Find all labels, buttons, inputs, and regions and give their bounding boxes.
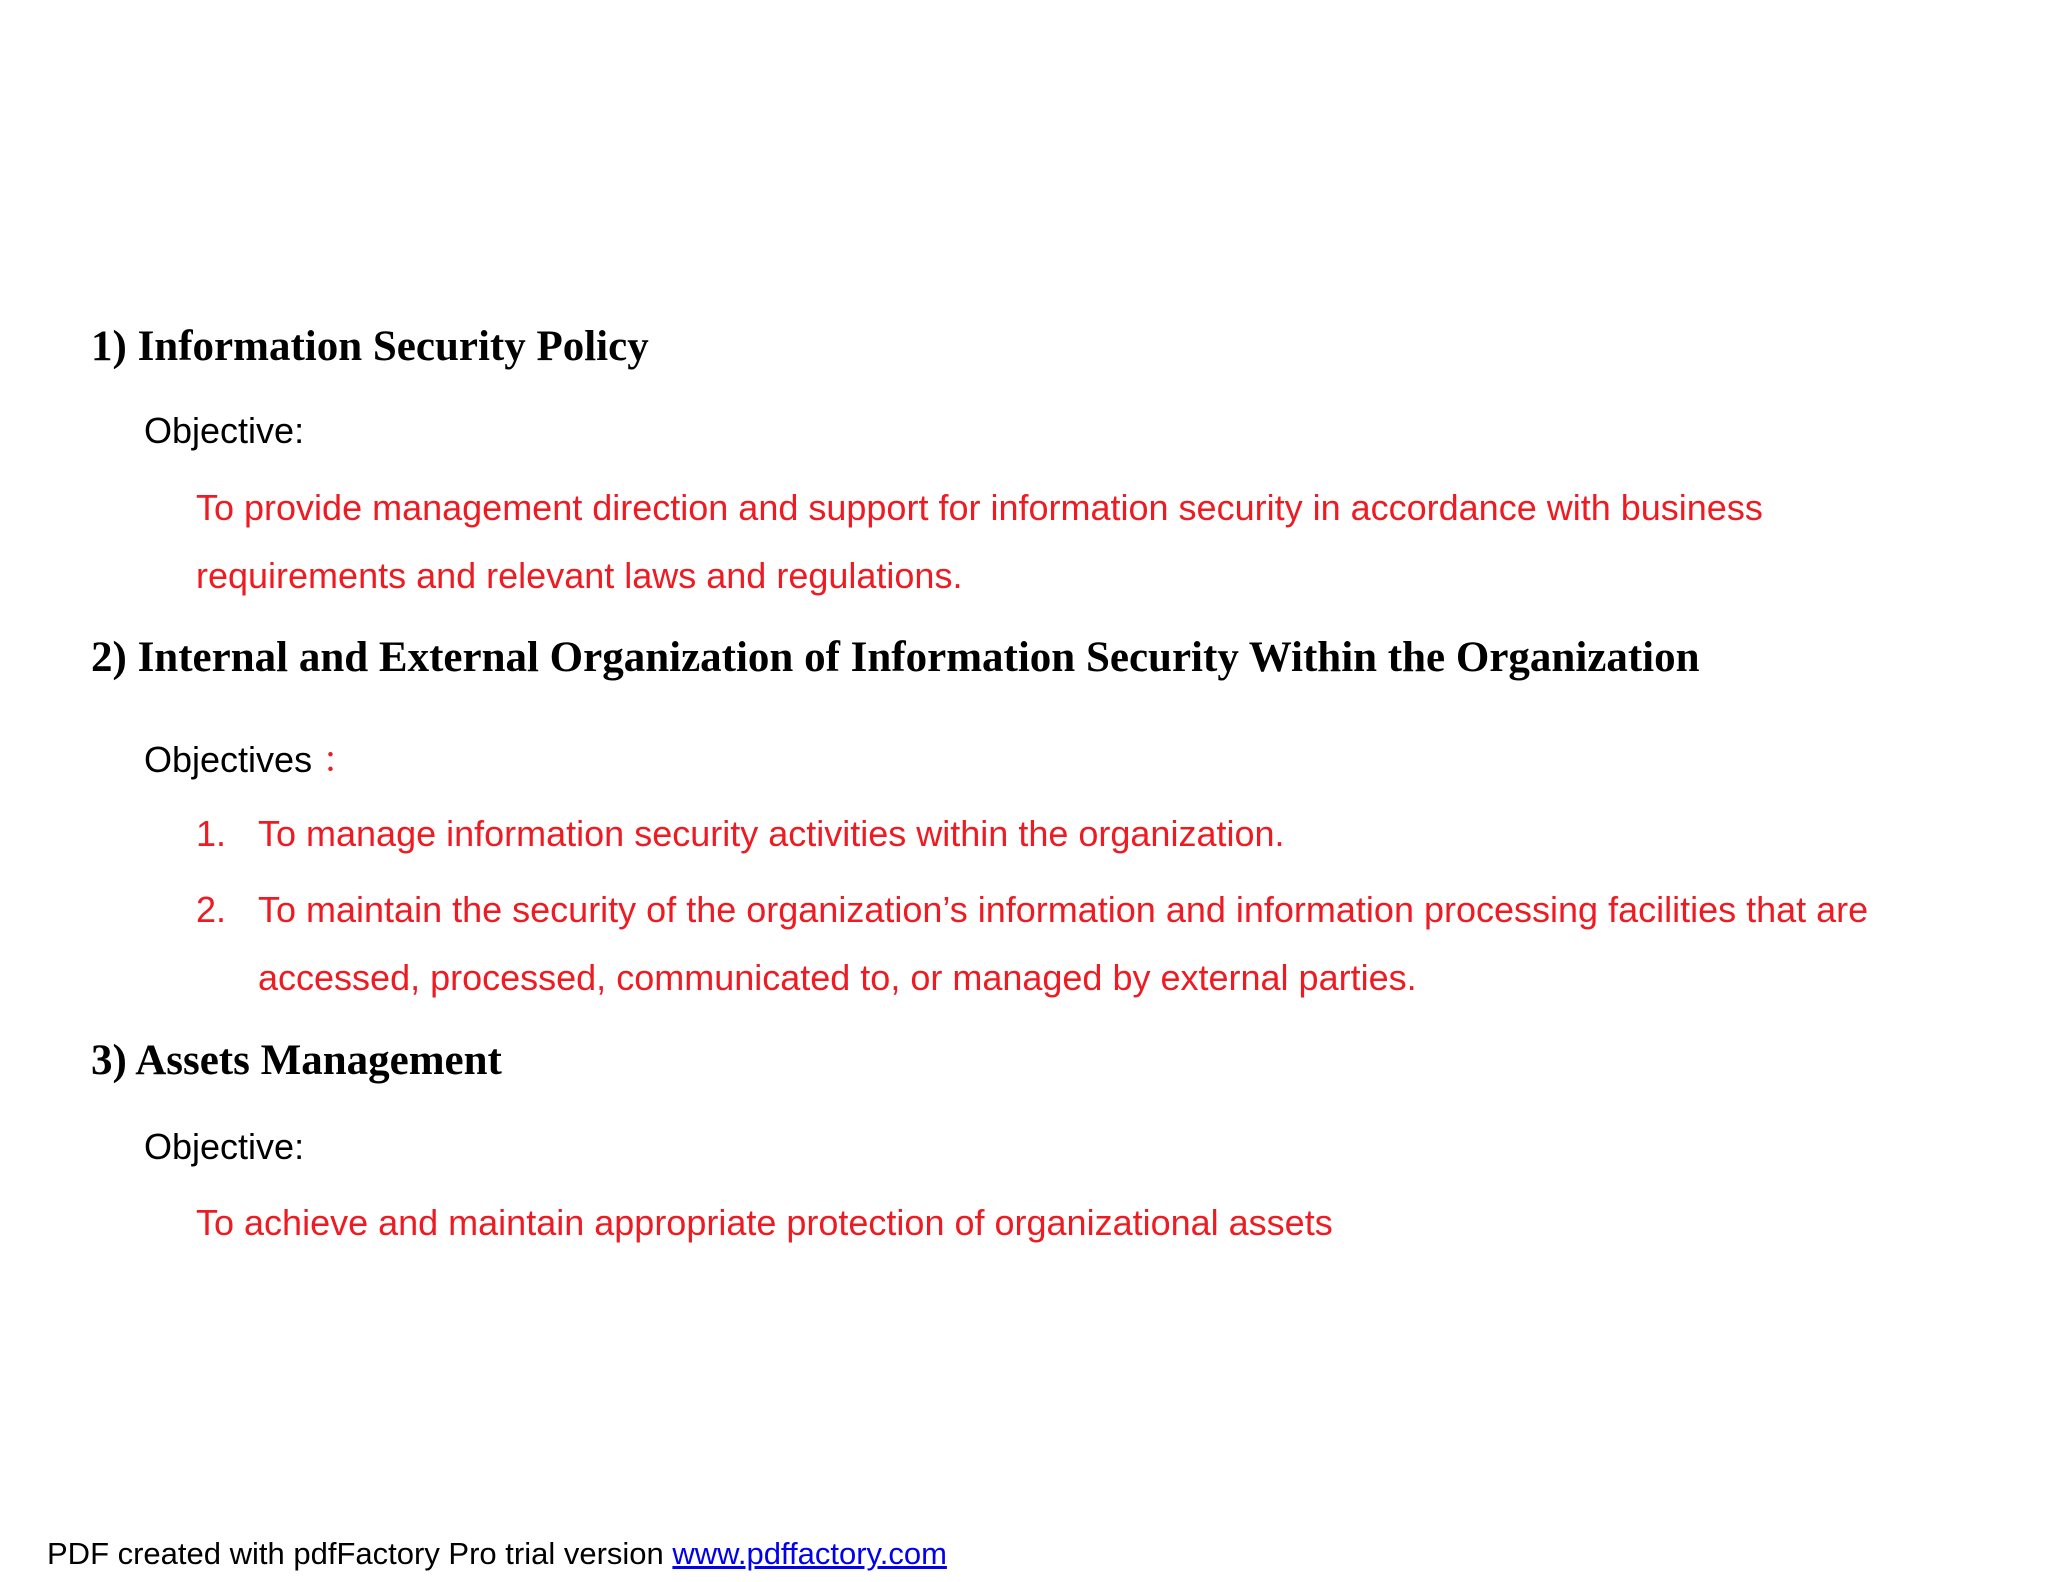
section-heading-assets-management: 3) Assets Management xyxy=(91,1037,502,1084)
objective-label: Objective: xyxy=(144,410,305,451)
list-item xyxy=(196,800,1966,868)
objectives-label-text: Objectives xyxy=(144,739,313,780)
objectives-label-colon: ： xyxy=(322,739,359,780)
objective-label: Objective: xyxy=(144,1126,305,1167)
list-item-number: 1. xyxy=(196,813,227,854)
objective-text: To provide management direction and support for information security in accordance with business requirements and relevant laws and regulations. xyxy=(196,487,1763,596)
list-item-text: To manage information security activities within the organization. xyxy=(258,813,1285,854)
section-heading-information-security-policy: 1) Information Security Policy xyxy=(91,323,649,370)
footer-prefix-text: PDF created with pdfFactory Pro trial version xyxy=(47,1536,673,1571)
list-item-number: 2. xyxy=(196,889,227,930)
objectives-label xyxy=(144,732,358,783)
pdf-footer xyxy=(47,1536,947,1572)
objective-text: To achieve and maintain appropriate protection of organizational assets xyxy=(196,1202,1333,1243)
list-item-text: To maintain the security of the organization’s information and information processing facilities that are accessed, processed, communicated to, or managed by external parties. xyxy=(258,889,1869,998)
pdffactory-link[interactable]: www.pdffactory.com xyxy=(672,1536,947,1571)
section-heading-internal-external-organization: 2) Internal and External Organization of Information Security Within the Organization xyxy=(91,634,1700,681)
list-item xyxy=(196,876,1966,1012)
